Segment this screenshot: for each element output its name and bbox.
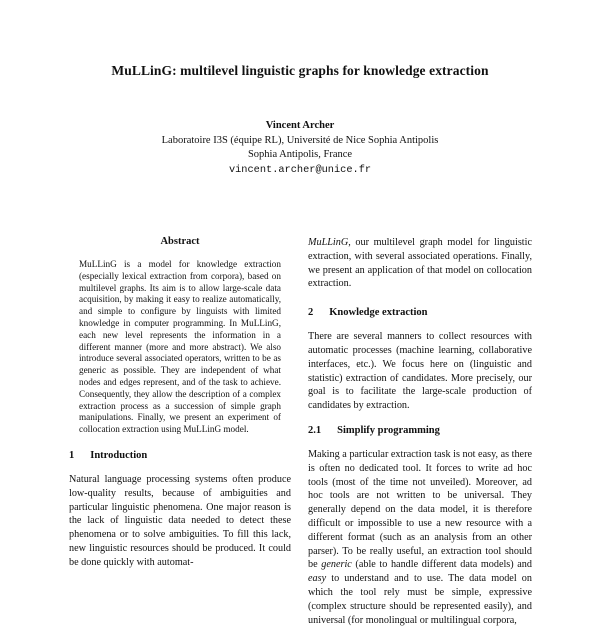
right-top-paragraph [308,236,532,291]
section-2-number: 2 [308,307,314,319]
section-1-number: 1 [69,449,75,461]
section-2-1-title: Simplify programming [337,424,440,436]
section-2-text: There are several manners to collect resources with automatic processes (machine learning, collaborative interfaces, etc.). We focus here on (linguistic and statistic) extraction of candidates. More precisely, our goal is to facilitate the large-scale production of candidates by extraction. [308,331,532,412]
paper-title: MuLLinG: multilevel linguistic graphs for knowledge extraction [111,63,489,78]
right-top-text: , our multilevel graph model for linguistic extraction, with several associated operations. Finally, we present an application of that model on collocation extraction. [308,237,532,290]
section-2-1-text-a: Making a particular extraction task is not easy, as there is often no dedicated tool. It forces to write ad hoc tools (most of the time not unveiled). Moreover, ad hoc tools are not written to be universal. They generally depend on the data model, it is therefore difficult or impossible to use a new resource with a different format (such as an analysis from an other parser). To be really useful, an extraction tool should be [308,448,532,571]
section-1-heading [69,450,291,461]
abstract-heading: Abstract [160,236,200,247]
left-column [69,236,291,570]
right-column [308,236,532,627]
affiliation-line-2: Sophia Antipolis, France [247,149,353,160]
affiliation-line-1: Laboratoire I3S (équipe RL), Université de Nice Sophia Antipolis [161,134,439,146]
easy-italic: easy [308,573,327,585]
section-1-text: Natural language processing systems often produce low-quality results, because of ambiguities and particular linguistic phenomena. One major reason is the lack of linguistic data needed to detect these phenomena or to solve ambiguities. To fill this lack, new linguistic resources should be produced. It could be done quickly with automat- [69,473,291,568]
section-2-1-text [308,448,532,627]
section-2-1-text-c: to understand and to use. The data model on which the tool rely must be simple, expressive (complex structure should be represented easily), and universal (for monolingual or multilingual corpora, [308,573,532,626]
author-name: Vincent Archer [265,120,335,131]
section-2-1-heading [308,425,532,436]
abstract-text: MuLLinG is a model for knowledge extraction (especially lexical extraction from corpora), based on multilevel graphs. Its aim is to allow large-scale data acquisition, by making it easy to realize automatically, and simple to configure by linguists with limited knowledge in computer programming. In MuLLinG, each new level represents the information in a different manner (more and more abstract). We also introduce several associated operators, written to be as generic as possible. They are independent of what nodes and edges represent, and of the task to achieve. Consequently, they allow the description of a complex extraction process as a succession of simple graph manipulations. Finally, we present an experiment of collocation extraction using MuLLinG model. [79,259,281,435]
section-2-1-number: 2.1 [308,424,322,436]
section-2-1-text-b: (able to handle different data models) and [351,559,532,571]
section-2-heading [308,307,532,318]
author-email[interactable]: vincent.archer@unice.fr [228,163,372,176]
section-2-title: Knowledge extraction [329,307,428,319]
generic-italic: generic [321,559,352,571]
author-block [0,119,600,177]
section-1-title: Introduction [90,449,148,461]
mulling-italic: MuLLinG [308,237,349,248]
